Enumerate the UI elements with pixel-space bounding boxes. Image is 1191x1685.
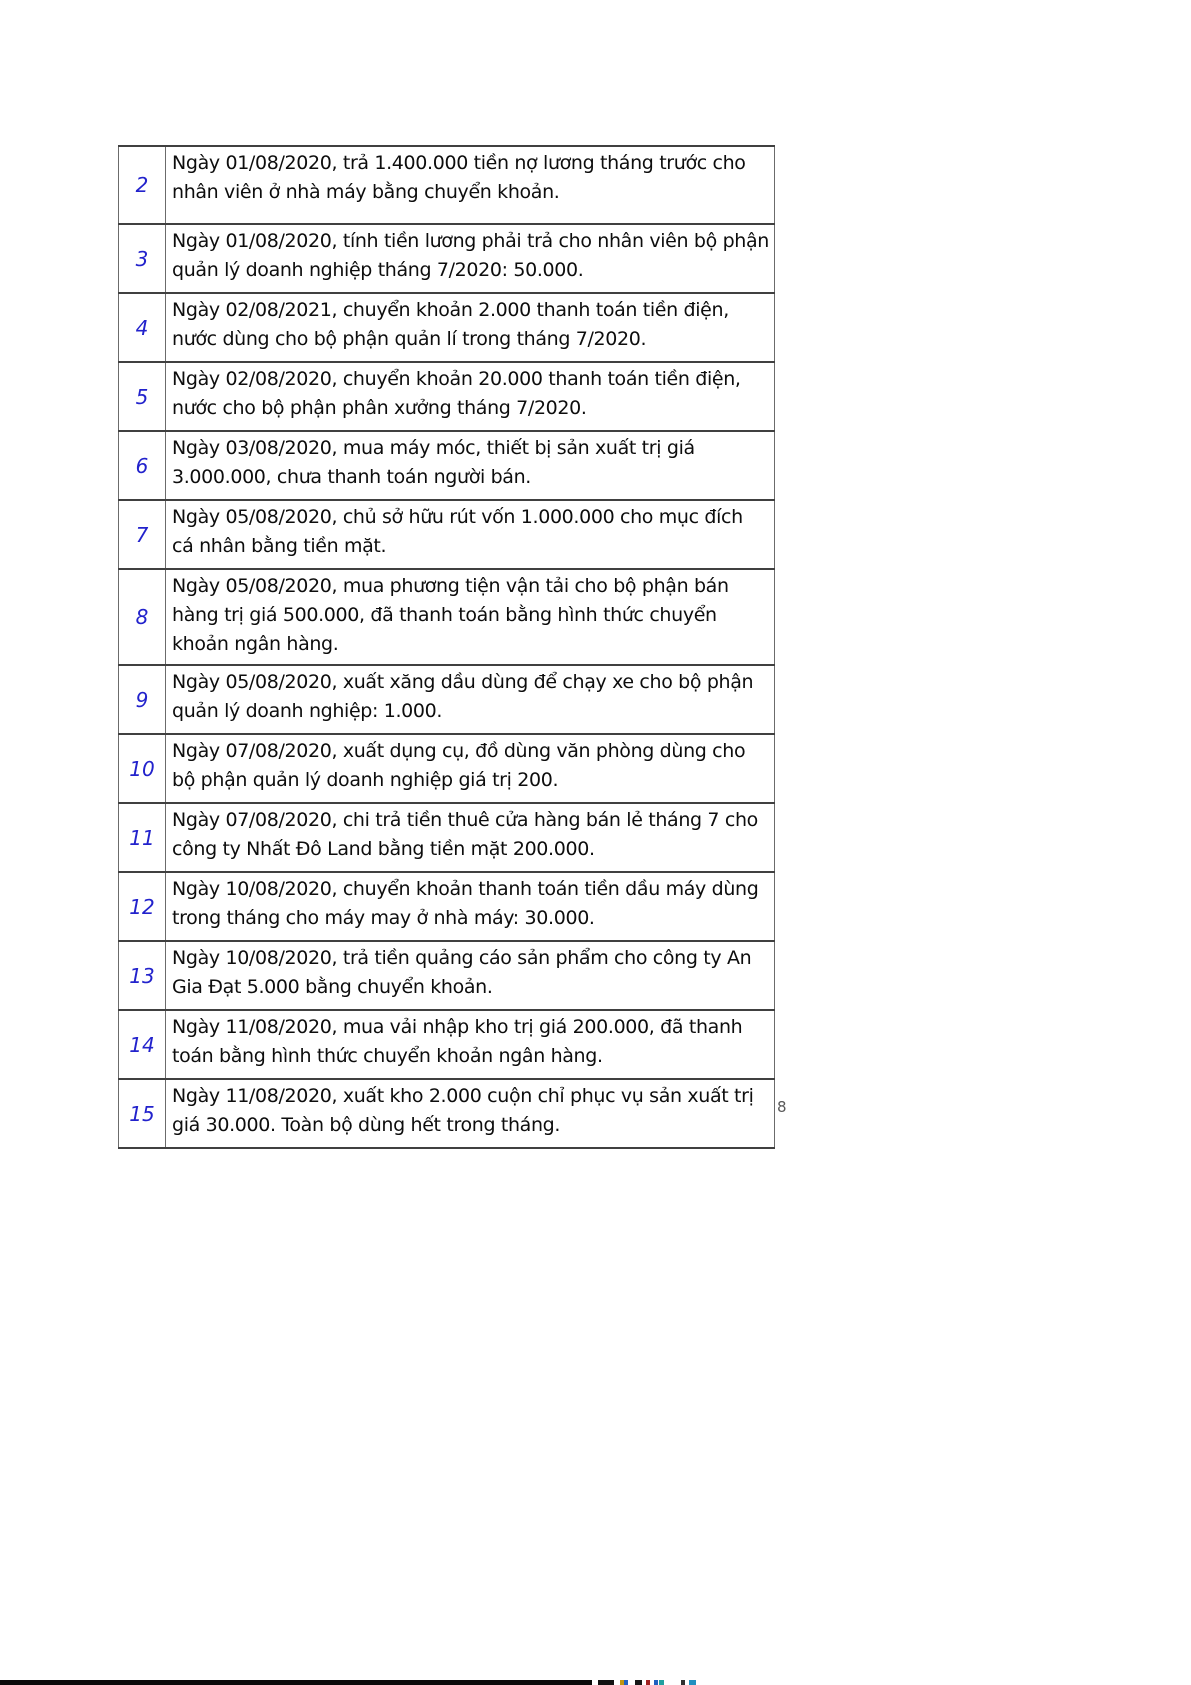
bottom-black-bar: [0, 1680, 592, 1685]
row-text: Ngày 01/08/2020, trả 1.400.000 tiền nợ lương tháng trước cho nhân viên ở nhà máy bằng chuyển khoản.: [166, 146, 775, 224]
row-text: Ngày 05/08/2020, mua phương tiện vận tải cho bộ phận bán hàng trị giá 500.000, đã thanh toán bằng hình thức chuyển khoản ngân hàng.: [166, 569, 775, 665]
table-row: [119, 1010, 775, 1079]
row-number: 2: [119, 146, 166, 224]
table-row: [119, 146, 775, 224]
table-row: [119, 224, 775, 293]
table-row: [119, 941, 775, 1010]
table-row: [119, 665, 775, 734]
row-number: 12: [119, 872, 166, 941]
table-row: [119, 734, 775, 803]
taskbar-fragment: [654, 1680, 658, 1685]
taskbar-fragment: [689, 1680, 696, 1685]
table-row: [119, 500, 775, 569]
taskbar-fragment: [659, 1680, 664, 1685]
row-text: Ngày 07/08/2020, xuất dụng cụ, đồ dùng văn phòng dùng cho bộ phận quản lý doanh nghiệp giá trị 200.: [166, 734, 775, 803]
row-number: 9: [119, 665, 166, 734]
table-row: [119, 362, 775, 431]
page-number: 8: [777, 1098, 787, 1116]
cut-off-taskbar-strip: [0, 1680, 1191, 1685]
row-text: Ngày 03/08/2020, mua máy móc, thiết bị sản xuất trị giá 3.000.000, chưa thanh toán người bán.: [166, 431, 775, 500]
row-text: Ngày 05/08/2020, chủ sở hữu rút vốn 1.000.000 cho mục đích cá nhân bằng tiền mặt.: [166, 500, 775, 569]
taskbar-fragment: [681, 1680, 685, 1685]
row-number: 8: [119, 569, 166, 665]
table-row: [119, 803, 775, 872]
row-number: 4: [119, 293, 166, 362]
row-number: 13: [119, 941, 166, 1010]
row-text: Ngày 10/08/2020, trả tiền quảng cáo sản phẩm cho công ty An Gia Đạt 5.000 bằng chuyển khoản.: [166, 941, 775, 1010]
taskbar-fragment: [635, 1680, 642, 1685]
row-number: 7: [119, 500, 166, 569]
table-row: [119, 431, 775, 500]
table-row: [119, 1079, 775, 1148]
row-text: Ngày 05/08/2020, xuất xăng dầu dùng để chạy xe cho bộ phận quản lý doanh nghiệp: 1.000.: [166, 665, 775, 734]
transactions-table-container: [118, 145, 775, 1149]
row-text: Ngày 02/08/2020, chuyển khoản 20.000 thanh toán tiền điện, nước cho bộ phận phân xưởng tháng 7/2020.: [166, 362, 775, 431]
table-row: [119, 293, 775, 362]
row-text: Ngày 10/08/2020, chuyển khoản thanh toán tiền dầu máy dùng trong tháng cho máy may ở nhà máy: 30.000.: [166, 872, 775, 941]
row-number: 15: [119, 1079, 166, 1148]
row-number: 3: [119, 224, 166, 293]
row-text: Ngày 07/08/2020, chi trả tiền thuê cửa hàng bán lẻ tháng 7 cho công ty Nhất Đô Land bằng tiền mặt 200.000.: [166, 803, 775, 872]
row-text: Ngày 11/08/2020, xuất kho 2.000 cuộn chỉ phục vụ sản xuất trị giá 30.000. Toàn bộ dùng hết trong tháng.: [166, 1079, 775, 1148]
row-text: Ngày 02/08/2021, chuyển khoản 2.000 thanh toán tiền điện, nước dùng cho bộ phận quản lí trong tháng 7/2020.: [166, 293, 775, 362]
row-number: 10: [119, 734, 166, 803]
row-number: 6: [119, 431, 166, 500]
row-number: 14: [119, 1010, 166, 1079]
taskbar-fragment: [624, 1680, 628, 1685]
table-row: [119, 872, 775, 941]
taskbar-fragment: [598, 1680, 614, 1685]
transactions-table: [118, 145, 775, 1149]
table-row: [119, 569, 775, 665]
row-number: 11: [119, 803, 166, 872]
taskbar-fragment: [646, 1680, 650, 1685]
row-number: 5: [119, 362, 166, 431]
row-text: Ngày 11/08/2020, mua vải nhập kho trị giá 200.000, đã thanh toán bằng hình thức chuyển khoản ngân hàng.: [166, 1010, 775, 1079]
row-text: Ngày 01/08/2020, tính tiền lương phải trả cho nhân viên bộ phận quản lý doanh nghiệp tháng 7/2020: 50.000.: [166, 224, 775, 293]
